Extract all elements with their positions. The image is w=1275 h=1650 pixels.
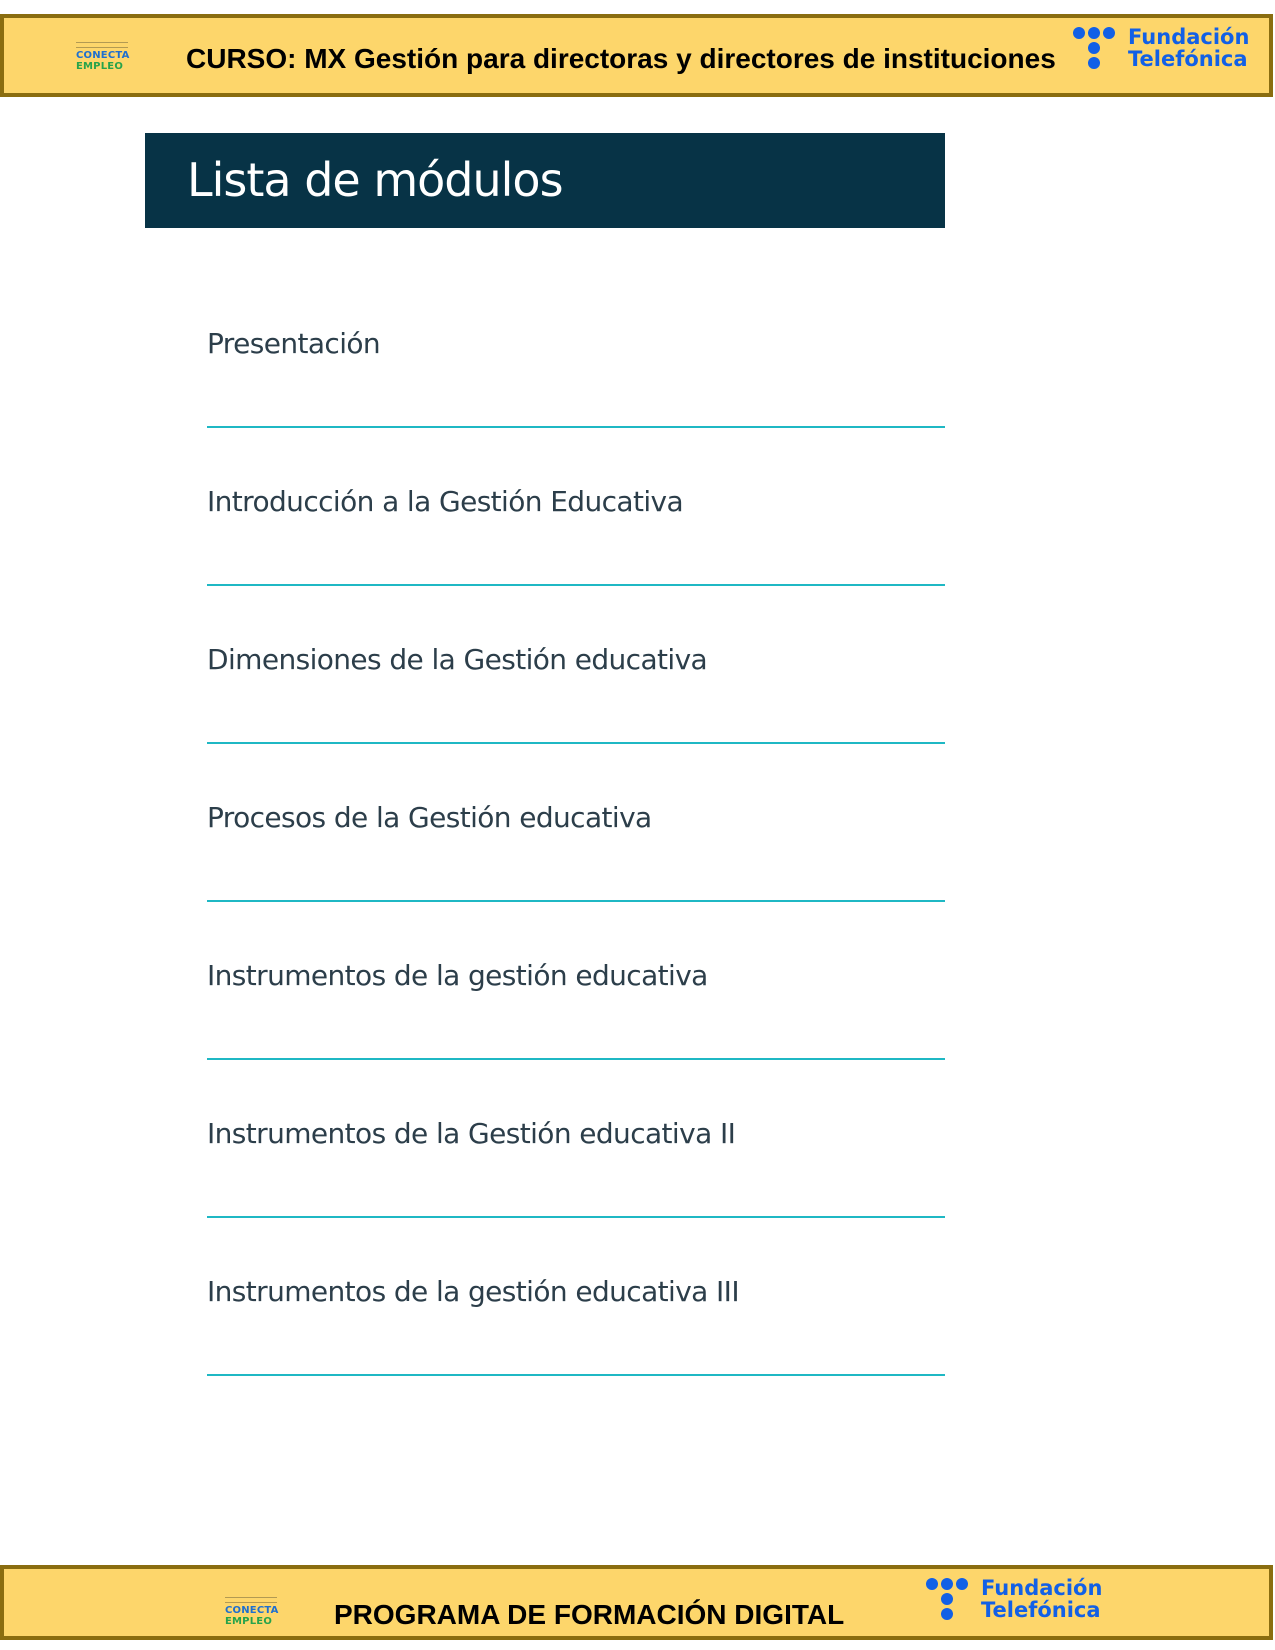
- module-label[interactable]: Instrumentos de la gestión educativa: [207, 959, 708, 992]
- course-title: CURSO: MX Gestión para directoras y directores de instituciones: [186, 43, 1056, 74]
- module-item-presentacion[interactable]: [207, 270, 945, 428]
- logo-word-2: EMPLEO: [225, 1616, 273, 1627]
- telefonica-dots-icon: [925, 1577, 969, 1621]
- module-item-instrumentos-iii[interactable]: [207, 1218, 945, 1376]
- logo-word-fundacion: Fundación: [981, 1576, 1103, 1600]
- module-label[interactable]: Procesos de la Gestión educativa: [207, 801, 652, 834]
- header-bar: [0, 14, 1273, 97]
- logo-word-1: CONECTA: [76, 50, 130, 61]
- fundacion-telefonica-logo: [925, 1577, 1102, 1621]
- module-item-dimensiones[interactable]: [207, 586, 945, 744]
- fundacion-telefonica-wordmark: [981, 1577, 1102, 1621]
- module-item-procesos[interactable]: [207, 744, 945, 902]
- footer-bar: [0, 1565, 1273, 1640]
- module-item-introduccion[interactable]: [207, 428, 945, 586]
- logo-fine-print: [225, 1597, 277, 1603]
- telefonica-dots-icon: [1072, 26, 1116, 70]
- logo-fine-print: [76, 42, 128, 48]
- conecta-empleo-logo: [225, 1597, 279, 1627]
- logo-word-telefonica: Telefónica: [981, 1598, 1101, 1622]
- module-list-header: [145, 133, 945, 228]
- logo-word-1: CONECTA: [225, 1605, 279, 1616]
- logo-word-fundacion: Fundación: [1128, 25, 1250, 49]
- fundacion-telefonica-logo: [1072, 26, 1249, 70]
- program-title: PROGRAMA DE FORMACIÓN DIGITAL: [334, 1599, 845, 1630]
- conecta-empleo-logo: [76, 42, 130, 72]
- module-label[interactable]: Instrumentos de la Gestión educativa II: [207, 1117, 736, 1150]
- module-label[interactable]: Presentación: [207, 327, 381, 360]
- module-label[interactable]: Instrumentos de la gestión educativa III: [207, 1275, 739, 1308]
- logo-word-2: EMPLEO: [76, 61, 124, 72]
- page-title: Lista de módulos: [187, 153, 563, 207]
- module-item-instrumentos-ii[interactable]: [207, 1060, 945, 1218]
- module-label[interactable]: Introducción a la Gestión Educativa: [207, 485, 684, 518]
- module-list: [207, 270, 945, 1376]
- logo-word-telefonica: Telefónica: [1128, 47, 1248, 71]
- module-item-instrumentos[interactable]: [207, 902, 945, 1060]
- fundacion-telefonica-wordmark: [1128, 26, 1249, 70]
- module-label[interactable]: Dimensiones de la Gestión educativa: [207, 643, 708, 676]
